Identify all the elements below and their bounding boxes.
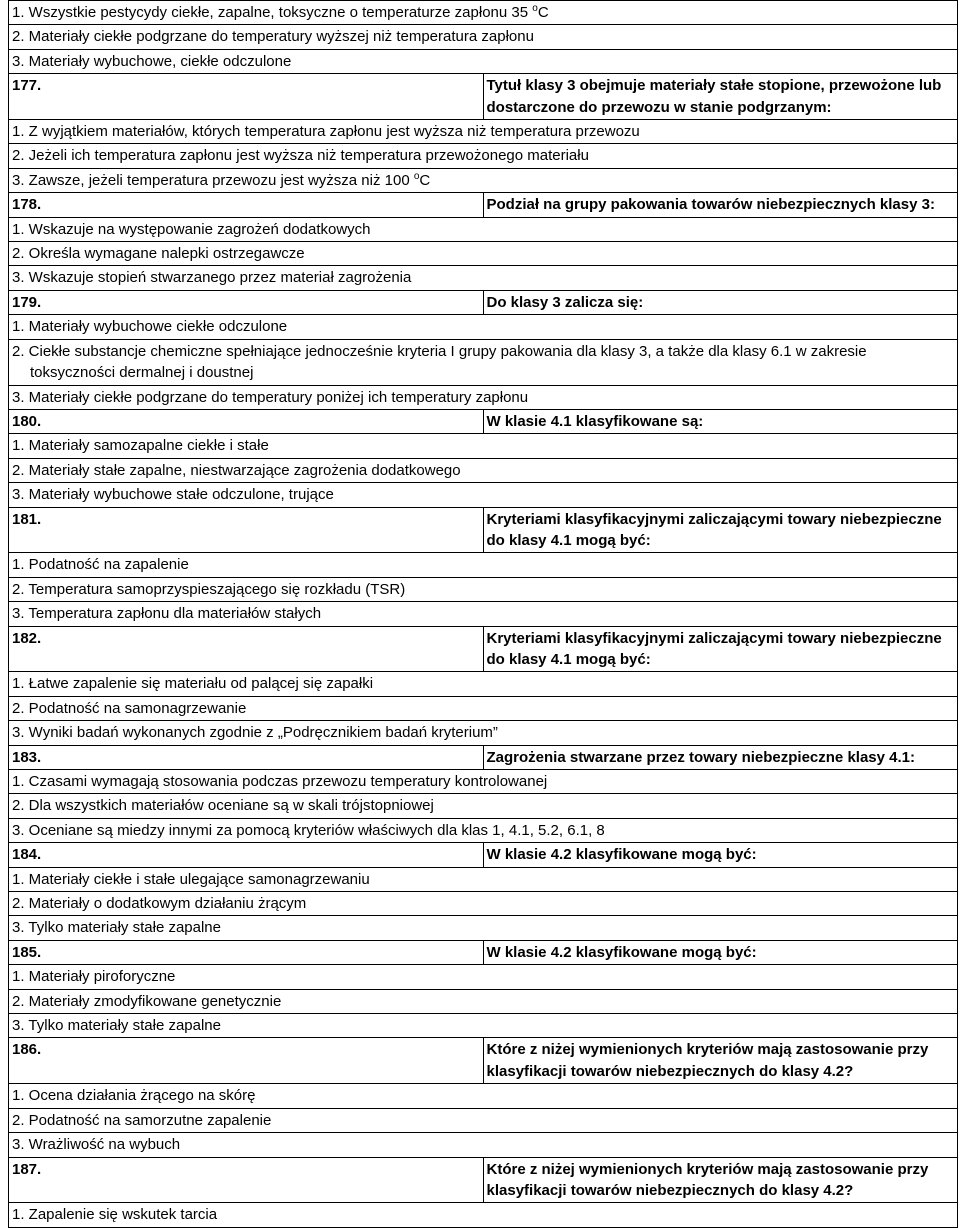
answer-cell — [9, 672, 958, 696]
question-row — [9, 409, 958, 433]
question-number: 184. — [9, 843, 484, 867]
answer-text: 2. Jeżeli ich temperatura zapłonu jest wyższa niż temperatura przewożonego materiału — [12, 147, 589, 165]
answer-row — [9, 339, 958, 385]
question-text: W klasie 4.2 klasyfikowane mogą być: — [483, 940, 958, 964]
question-number: 185. — [9, 940, 484, 964]
answer-cell — [9, 1, 958, 25]
answer-row — [9, 1084, 958, 1108]
answer-cell — [9, 385, 958, 409]
answer-row — [9, 1014, 958, 1038]
answer-text: 3. Materiały wybuchowe stałe odczulone, trujące — [12, 486, 334, 504]
answer-cell — [9, 339, 958, 385]
answer-text: 1. Czasami wymagają stosowania podczas przewozu temperatury kontrolowanej — [12, 773, 548, 790]
answer-row — [9, 721, 958, 745]
question-row — [9, 843, 958, 867]
answer-text: 3. Wyniki badań wykonanych zgodnie z „Podręcznikiem badań kryterium” — [12, 724, 498, 742]
answer-text: 2. Podatność na samorzutne zapalenie — [12, 1111, 272, 1129]
answer-cell — [9, 1014, 958, 1038]
answer-row — [9, 696, 958, 720]
answer-text: 3. Tylko materiały stałe zapalne — [12, 919, 221, 937]
document-page — [8, 0, 958, 1228]
answer-text: 3. Materiały ciekłe podgrzane do temperatury poniżej ich temperatury zapłonu — [12, 388, 529, 406]
answer-row — [9, 168, 958, 192]
degree-sign: o — [413, 170, 420, 182]
answer-cell — [9, 553, 958, 577]
answer-row — [9, 818, 958, 842]
answer-cell — [9, 989, 958, 1013]
answer-cell — [9, 266, 958, 290]
question-text: Do klasy 3 zalicza się: — [483, 290, 958, 314]
question-number: 187. — [9, 1157, 484, 1203]
answer-text: 2. Materiały ciekłe podgrzane do temperatury wyższej niż temperatura zapłonu — [12, 28, 534, 46]
answer-text: 1. Ocena działania żrącego na skórę — [12, 1087, 256, 1105]
answer-cell — [9, 144, 958, 168]
answer-text: 2. Temperatura samoprzyspieszającego się rozkładu (TSR) — [12, 580, 406, 598]
answer-row — [9, 144, 958, 168]
answer-row — [9, 458, 958, 482]
answer-text: 3. Oceniane są miedzy innymi za pomocą kryteriów właściwych dla klas 1, 4.1, 5.2, 6.1, 8 — [12, 821, 605, 839]
answer-cell — [9, 1084, 958, 1108]
answer-row — [9, 916, 958, 940]
question-row — [9, 74, 958, 120]
question-text: Zagrożenia stwarzane przez towary niebezpieczne klasy 4.1: — [483, 745, 958, 769]
answer-row — [9, 989, 958, 1013]
answer-row — [9, 602, 958, 626]
answer-row — [9, 553, 958, 577]
answer-text: 2. Określa wymagane nalepki ostrzegawcze — [12, 245, 305, 263]
answer-row — [9, 672, 958, 696]
answer-text: 2. Materiały stałe zapalne, niestwarzające zagrożenia dodatkowego — [12, 461, 461, 479]
answer-row — [9, 892, 958, 916]
answer-row — [9, 770, 958, 794]
answer-text: 1. Materiały samozapalne ciekłe i stałe — [12, 437, 269, 455]
question-text: Kryteriami klasyfikacyjnymi zaliczającymi towary niebezpieczne do klasy 4.1 mogą być: — [483, 507, 958, 553]
question-table — [8, 0, 958, 1228]
answer-row — [9, 266, 958, 290]
answer-cell — [9, 1203, 958, 1227]
answer-text: 1. Wszystkie pestycydy ciekłe, zapalne, toksyczne o temperaturze zapłonu 35 $^o$C — [12, 3, 549, 21]
answer-row — [9, 25, 958, 49]
answer-cell — [9, 242, 958, 266]
answer-text: 2. Materiały o dodatkowym działaniu żrącym — [12, 895, 307, 913]
question-number: 182. — [9, 626, 484, 672]
answer-cell — [9, 483, 958, 507]
answer-text: 3. Wrażliwość na wybuch — [12, 1136, 181, 1154]
answer-row — [9, 1203, 958, 1227]
answer-row — [9, 483, 958, 507]
answer-cell — [9, 916, 958, 940]
answer-row — [9, 965, 958, 989]
question-text: W klasie 4.2 klasyfikowane mogą być: — [483, 843, 958, 867]
answer-row — [9, 1, 958, 25]
question-number: 183. — [9, 745, 484, 769]
answer-text: 1. Łatwe zapalenie się materiału od palącej się zapałki — [12, 675, 374, 693]
answer-cell — [9, 217, 958, 241]
question-row — [9, 745, 958, 769]
answer-text: 2. Podatność na samonagrzewanie — [12, 699, 247, 717]
answer-row — [9, 315, 958, 339]
answer-text: 1. Materiały ciekłe i stałe ulegające samonagrzewaniu — [12, 870, 370, 888]
answer-row — [9, 217, 958, 241]
question-row — [9, 1038, 958, 1084]
answer-text: 3. Tylko materiały stałe zapalne — [12, 1017, 221, 1035]
answer-row — [9, 1133, 958, 1157]
answer-cell — [9, 1108, 958, 1132]
answer-text: 3. Zawsze, jeżeli temperatura przewozu jest wyższa niż 100 $^o$C — [12, 170, 431, 189]
answer-cell — [9, 770, 958, 794]
answer-cell — [9, 721, 958, 745]
answer-cell — [9, 965, 958, 989]
question-text: W klasie 4.1 klasyfikowane są: — [483, 409, 958, 433]
answer-row — [9, 49, 958, 73]
question-table-body — [9, 1, 958, 1228]
answer-cell — [9, 315, 958, 339]
answer-text: 1. Zapalenie się wskutek tarcia — [12, 1206, 218, 1224]
question-row — [9, 290, 958, 314]
question-row — [9, 626, 958, 672]
question-row — [9, 193, 958, 217]
answer-cell — [9, 794, 958, 818]
answer-row — [9, 385, 958, 409]
question-text: Które z niżej wymienionych kryteriów mają zastosowanie przy klasyfikacji towarów niebezpiecznych do klasy 4.2? — [483, 1157, 958, 1203]
degree-sign: o — [532, 3, 538, 14]
answer-row — [9, 1108, 958, 1132]
answer-cell — [9, 168, 958, 192]
question-number: 181. — [9, 507, 484, 553]
question-text: Które z niżej wymienionych kryteriów mają zastosowanie przy klasyfikacji towarów niebezpiecznych do klasy 4.2? — [483, 1038, 958, 1084]
answer-row — [9, 577, 958, 601]
answer-text: 2. Materiały zmodyfikowane genetycznie — [12, 992, 282, 1010]
answer-text: 2. Dla wszystkich materiałów oceniane są w skali trójstopniowej — [12, 797, 434, 815]
answer-text: 1. Materiały piroforyczne — [12, 968, 176, 986]
question-row — [9, 940, 958, 964]
answer-text: 3. Materiały wybuchowe, ciekłe odczulone — [12, 52, 292, 70]
answer-text: 1. Z wyjątkiem materiałów, których temperatura zapłonu jest wyższa niż temperatura przewozu — [12, 123, 640, 141]
answer-cell — [9, 577, 958, 601]
answer-text: 2. Ciekłe substancje chemiczne spełniające jednocześnie kryteria I grupy pakowania dla klasy 3, a także dla klasy 6.1 w zakresie toksyczności dermalnej i doustnej — [12, 342, 867, 382]
answer-cell — [9, 25, 958, 49]
answer-text: 1. Podatność na zapalenie — [12, 556, 189, 574]
answer-text: 1. Materiały wybuchowe ciekłe odczulone — [12, 318, 288, 336]
answer-row — [9, 434, 958, 458]
question-number: 180. — [9, 409, 484, 433]
answer-cell — [9, 818, 958, 842]
answer-row — [9, 120, 958, 144]
question-text: Podział na grupy pakowania towarów niebezpiecznych klasy 3: — [483, 193, 958, 217]
answer-cell — [9, 1133, 958, 1157]
answer-row — [9, 867, 958, 891]
answer-cell — [9, 602, 958, 626]
answer-cell — [9, 696, 958, 720]
answer-cell — [9, 120, 958, 144]
answer-cell — [9, 434, 958, 458]
question-number: 177. — [9, 74, 484, 120]
answer-cell — [9, 49, 958, 73]
answer-row — [9, 242, 958, 266]
question-text: Tytuł klasy 3 obejmuje materiały stałe stopione, przewożone lub dostarczone do przewozu w stanie podgrzanym: — [483, 74, 958, 120]
answer-cell — [9, 892, 958, 916]
question-number: 179. — [9, 290, 484, 314]
question-row — [9, 507, 958, 553]
answer-cell — [9, 867, 958, 891]
question-text: Kryteriami klasyfikacyjnymi zaliczającymi towary niebezpieczne do klasy 4.1 mogą być: — [483, 626, 958, 672]
answer-text: 3. Temperatura zapłonu dla materiałów stałych — [12, 605, 322, 623]
answer-text: 3. Wskazuje stopień stwarzanego przez materiał zagrożenia — [12, 269, 412, 287]
answer-cell — [9, 458, 958, 482]
question-number: 178. — [9, 193, 484, 217]
answer-text: 1. Wskazuje na występowanie zagrożeń dodatkowych — [12, 220, 371, 238]
answer-row — [9, 794, 958, 818]
question-number: 186. — [9, 1038, 484, 1084]
question-row — [9, 1157, 958, 1203]
